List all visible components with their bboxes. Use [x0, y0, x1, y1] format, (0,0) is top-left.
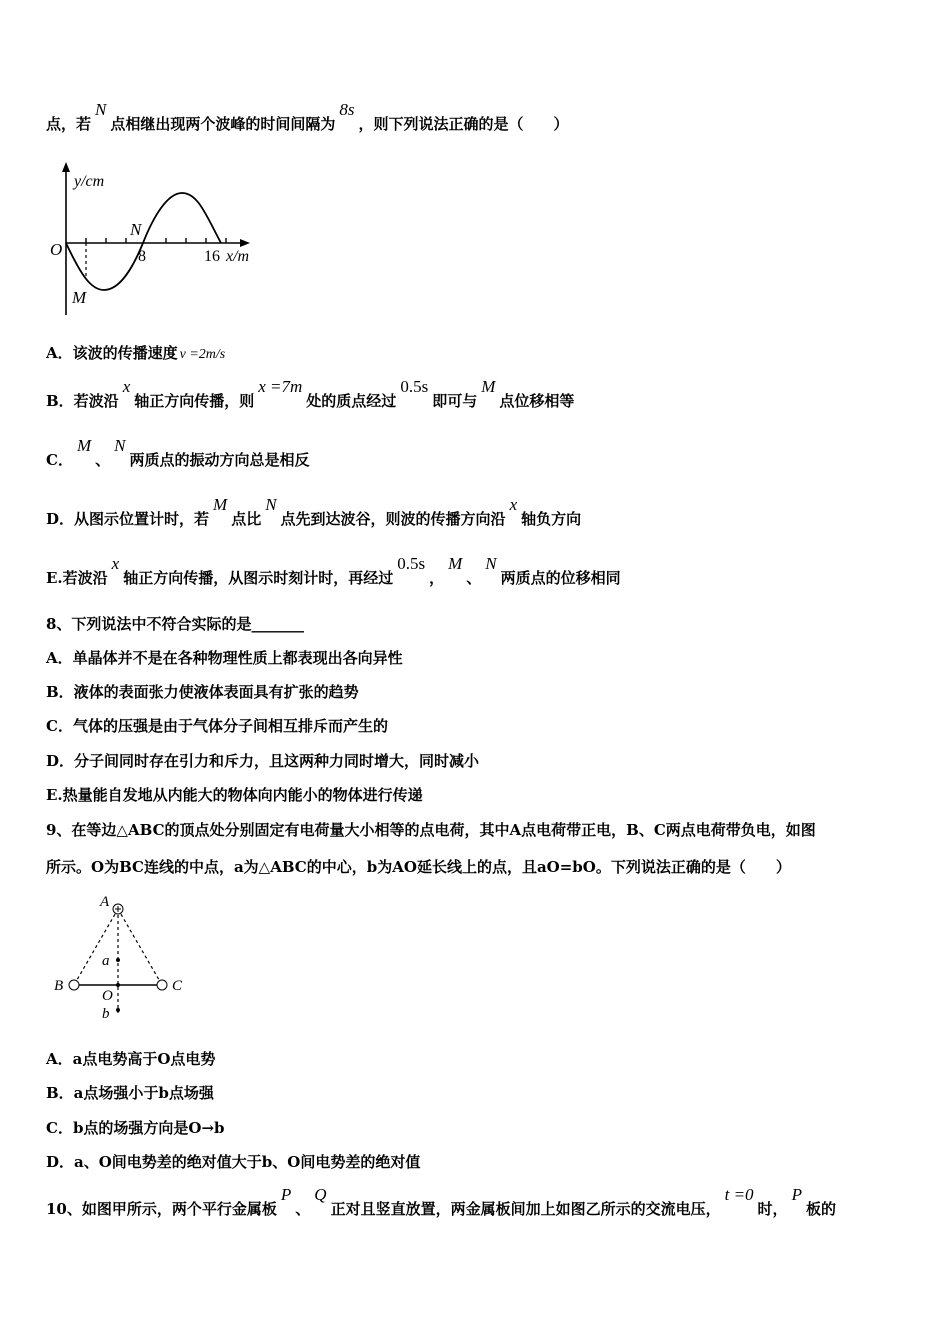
q9-option-d: D．a、O间电势差的绝对值大于b、O间电势差的绝对值 — [46, 1153, 421, 1171]
option-text: 轴正方向传播，则 — [134, 392, 255, 410]
point-o-dot — [116, 983, 120, 987]
option-text: 处的质点经过 — [306, 392, 397, 410]
option-text: 即可与 — [432, 392, 478, 410]
q10-text: 正对且竖直放置，两金属板间加上如图乙所示的交流电压， — [330, 1200, 721, 1218]
math-var: N — [114, 436, 126, 455]
label-b: b — [102, 1006, 110, 1022]
option-text: 点先到达波谷，则波的传播方向沿 — [280, 510, 506, 528]
option-text: E.若波沿 — [46, 569, 108, 587]
q7-option-d — [46, 495, 582, 529]
q9-stem-line2: 所示。O为BC连线的中点，a为△ABC的中心，b为AO延长线上的点，且aO=bO。下列说法正确的是（ ） — [46, 858, 791, 876]
q8-option-a: A．单晶体并不是在各种物理性质上都表现出各向异性 — [46, 649, 403, 667]
point-m-label: M — [72, 288, 87, 307]
option-text: 、 — [95, 451, 111, 469]
point-a-dot — [116, 958, 120, 962]
charge-c-negative — [157, 980, 167, 990]
q9-stem-line1: 9、在等边△ABC的顶点处分别固定有电荷量大小相等的点电荷，其中A点电荷带正电，B、C两点电荷带负电，如图 — [46, 821, 816, 839]
q9-option-b: B．a点场强小于b点场强 — [46, 1084, 214, 1102]
math-eq: t =0 — [724, 1185, 754, 1204]
origin-label: O — [50, 240, 63, 259]
q8-option-d: D．分子间同时存在引力和斥力，且这两种力同时增大，同时减小 — [46, 752, 480, 770]
math-var: M — [448, 554, 463, 573]
charge-b-negative — [69, 980, 79, 990]
option-text: 、 — [466, 569, 482, 587]
option-text: 两质点的位移相同 — [500, 569, 621, 587]
option-text: 点比 — [231, 510, 262, 528]
math-time: 8s — [339, 100, 355, 119]
q8-option-b: B．液体的表面张力使液体表面具有扩张的趋势 — [46, 683, 359, 701]
q7-stem-part: 点，若 — [46, 115, 92, 133]
option-text: B．若波沿 — [46, 392, 119, 410]
q10-text: 、 — [295, 1200, 311, 1218]
point-n-label: N — [130, 220, 142, 239]
q7-option-e — [46, 554, 621, 588]
q7-option-c — [46, 436, 310, 470]
q7-stem-part: ，则下列说法正确的是（ ） — [358, 115, 569, 133]
math-var: P — [280, 1185, 292, 1204]
triangle-figure — [50, 893, 200, 1028]
tick-8-label: 8 — [138, 248, 146, 265]
math-var: Q — [314, 1185, 327, 1204]
math-var: M — [481, 377, 496, 396]
math-var: x — [509, 495, 518, 514]
q10-text: 时， — [757, 1200, 788, 1218]
tick-16-label: 16 — [204, 248, 220, 265]
label-A: A — [100, 894, 110, 910]
label-C: C — [172, 978, 183, 994]
option-text: 轴负方向 — [521, 510, 582, 528]
option-text: ， — [429, 569, 445, 587]
label-a: a — [102, 953, 110, 969]
math-var: N — [265, 495, 277, 514]
math-var: x — [111, 554, 120, 573]
math-var: N — [485, 554, 497, 573]
y-axis-arrow — [62, 162, 70, 172]
x-axis-label: x/m — [226, 248, 250, 265]
math-var: x — [122, 377, 131, 396]
option-text: A．该波的传播速度 — [46, 344, 178, 362]
math-speed: v =2m/s — [179, 347, 226, 362]
option-text: D．从图示位置计时，若 — [46, 510, 210, 528]
math-eq: x =7m — [258, 377, 303, 396]
label-B: B — [54, 978, 64, 994]
y-axis-label: y/cm — [74, 173, 105, 190]
q8-stem: 8、下列说法中不符合实际的是_______ — [46, 615, 304, 633]
q8-option-c: C．气体的压强是由于气体分子间相互排斥而产生的 — [46, 717, 388, 735]
math-var: M — [76, 436, 92, 455]
option-text: 点位移相等 — [499, 392, 575, 410]
option-text: C． — [46, 451, 73, 469]
math-time: 0.5s — [397, 554, 426, 573]
math-var-n: N — [95, 100, 107, 119]
point-b-dot — [116, 1008, 120, 1012]
q7-option-b — [46, 377, 575, 411]
q10-stem — [46, 1185, 836, 1219]
wave-curve — [66, 193, 221, 290]
x-axis-arrow — [240, 239, 250, 247]
q7-option-a — [46, 343, 227, 365]
q9-option-c: C．b点的场强方向是O→b — [46, 1119, 225, 1137]
label-O: O — [102, 988, 113, 1004]
q9-option-a: A．a点电势高于O点电势 — [46, 1050, 216, 1068]
math-var: P — [791, 1185, 802, 1204]
q7-stem — [46, 100, 569, 134]
q10-text: 板的 — [805, 1200, 836, 1218]
option-text: 两质点的振动方向总是相反 — [129, 451, 310, 469]
q7-stem-part: 点相继出现两个波峰的时间间隔为 — [110, 115, 336, 133]
math-var: M — [213, 495, 228, 514]
q8-option-e: E.热量能自发地从内能大的物体向内能小的物体进行传递 — [46, 786, 423, 804]
option-text: 轴正方向传播，从图示时刻计时，再经过 — [123, 569, 394, 587]
math-time: 0.5s — [400, 377, 429, 396]
q10-text: 10、如图甲所示，两个平行金属板 — [46, 1200, 277, 1218]
wave-graph — [46, 160, 266, 320]
